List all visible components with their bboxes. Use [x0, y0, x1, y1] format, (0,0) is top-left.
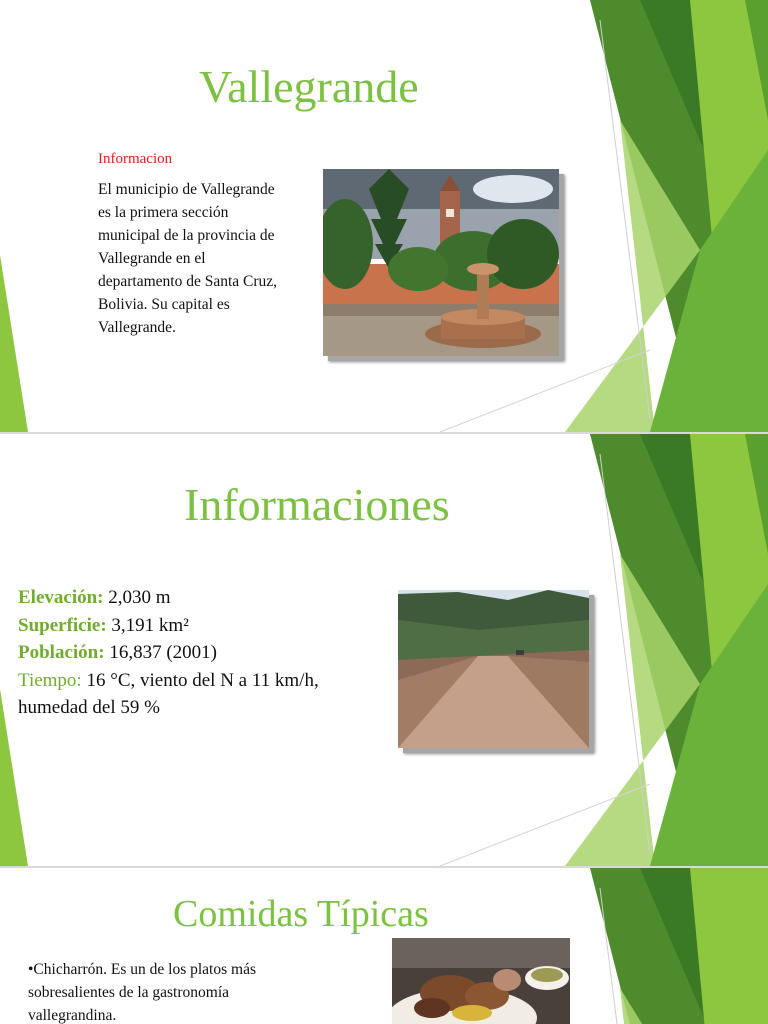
fact-value: 3,191 km²: [106, 614, 189, 636]
fact-value: 16 °C, viento del N a 11 km/h, humedad del 59 %: [18, 669, 319, 718]
fact-population: [18, 639, 388, 667]
fact-surface: [18, 612, 388, 640]
subheading: Informacion: [98, 151, 173, 167]
bullet-chicharron: •Chicharrón. Es un de los platos más sobresalientes de la gastronomía vallegrandina.: [28, 961, 256, 1024]
slide-comidas-tipicas: [0, 868, 768, 1024]
fact-label: Superficie:: [18, 614, 107, 636]
slide-informaciones: [0, 434, 768, 866]
body-paragraph: El municipio de Vallegrande es la primera sección municipal de la provincia de Vallegrande en el departamento de Santa Cruz, Bolivia. Su capital es Vallegrande.: [98, 181, 278, 336]
chicharron-dish-photo: [392, 938, 570, 1024]
fact-weather: [18, 667, 388, 722]
facts-list: [18, 584, 388, 722]
dirt-road-photo: [398, 590, 589, 748]
fact-label: Elevación:: [18, 587, 104, 608]
fact-label: Tiempo:: [18, 669, 82, 691]
slide-vallegrande: [0, 0, 768, 432]
slide-title: Vallegrande: [199, 61, 419, 112]
fact-value: 2,030 m: [103, 587, 171, 608]
town-plaza-photo: [323, 169, 559, 356]
fact-elevation: [18, 584, 388, 612]
fact-value: 16,837 (2001): [104, 642, 217, 663]
slide-title: Informaciones: [184, 479, 450, 530]
slide-title: Comidas Típicas: [173, 893, 429, 935]
fact-label: Población:: [18, 642, 105, 663]
